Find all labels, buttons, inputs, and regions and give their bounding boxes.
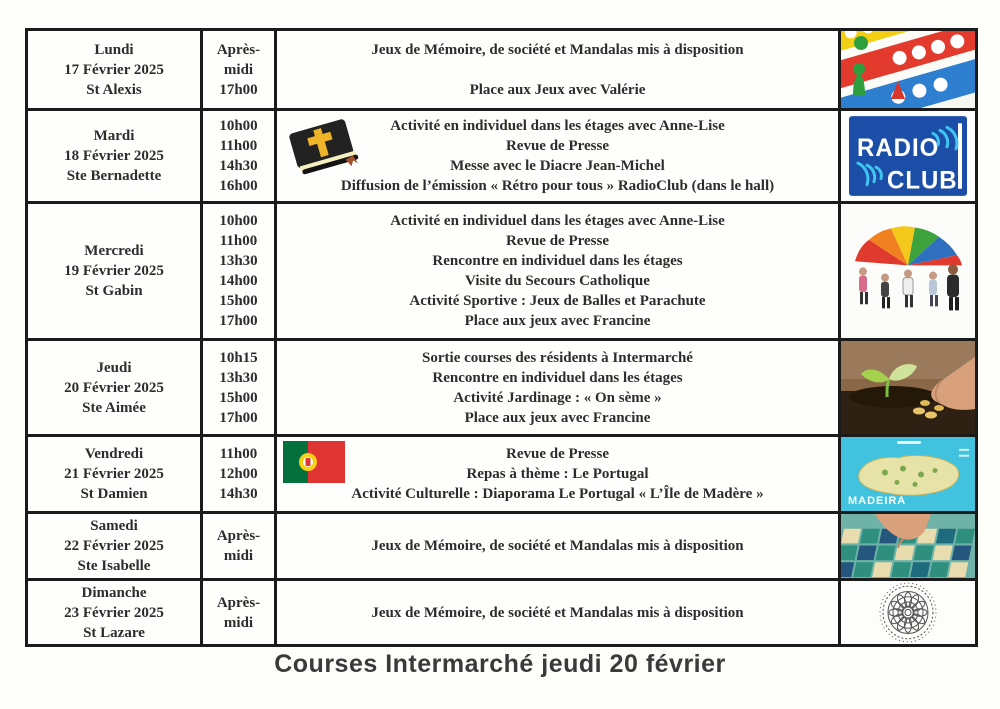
activities-cell — [277, 581, 841, 644]
madeira-island-map — [841, 437, 975, 511]
day-date: 21 Février 2025 — [64, 466, 164, 482]
activity-text: Sortie courses des résidents à Intermarché — [422, 349, 693, 366]
image-cell — [841, 31, 975, 108]
time-value: 16h00 — [219, 178, 258, 194]
activity-lines — [390, 211, 725, 331]
activity-lines — [422, 348, 693, 428]
day-saint: Ste Aimée — [82, 399, 146, 416]
time-value: Après-midi — [216, 41, 261, 78]
image-cell — [841, 204, 975, 338]
activity-blank-line — [371, 60, 743, 80]
scrabble-board-photo — [841, 514, 975, 578]
day-cell — [28, 581, 203, 644]
parachute-game-photo — [841, 204, 975, 338]
time-value: 14h30 — [219, 158, 258, 174]
schedule-row — [28, 111, 975, 204]
radio-club-logo — [841, 111, 975, 201]
schedule-row — [28, 437, 975, 514]
schedule-row — [28, 581, 975, 644]
activities-cell — [277, 111, 841, 201]
activity-text: Jeux de Mémoire, de société et Mandalas mis à disposition — [371, 41, 744, 58]
ludo-board-game-photo — [841, 31, 975, 108]
activity-text: Jeux de Mémoire, de société et Mandalas mis à disposition — [371, 538, 744, 554]
schedule-row — [28, 514, 975, 581]
activity-lines — [371, 40, 743, 100]
time-value: 10h00 — [219, 118, 258, 134]
activity-lines — [371, 603, 743, 623]
portugal-flag-icon — [283, 441, 345, 483]
activities-cell — [277, 31, 841, 108]
activity-lines — [341, 116, 774, 196]
day-name: Samedi — [90, 518, 138, 534]
time-cell — [203, 437, 277, 511]
activity-text: Rencontre en individuel dans les étages — [432, 369, 683, 386]
time-value: 15h00 — [219, 293, 258, 309]
time-value: 12h00 — [219, 466, 258, 482]
seedling-planting-photo — [841, 341, 975, 434]
activity-text: Messe avec le Diacre Jean-Michel — [450, 158, 665, 174]
day-saint: Ste Isabelle — [77, 558, 151, 574]
day-saint: St Lazare — [83, 624, 145, 641]
day-name: Jeudi — [96, 359, 132, 376]
activity-icon-slot — [283, 115, 365, 177]
activity-text: Visite du Secours Catholique — [465, 273, 650, 289]
activities-cell — [277, 341, 841, 434]
time-value: 10h15 — [219, 349, 258, 366]
activity-text: Revue de Presse — [505, 138, 609, 154]
time-value: Après-midi — [216, 528, 261, 564]
time-value: 15h00 — [219, 389, 258, 406]
schedule-row — [28, 204, 975, 341]
activity-icon-slot — [283, 441, 345, 483]
time-cell — [203, 514, 277, 578]
time-cell — [203, 31, 277, 108]
image-cell — [841, 341, 975, 434]
time-cell — [203, 204, 277, 338]
time-cell — [203, 341, 277, 434]
day-date: 23 Février 2025 — [64, 604, 164, 621]
day-saint: Ste Bernadette — [66, 168, 162, 184]
activity-text: Activité Sportive : Jeux de Balles et Parachute — [409, 293, 706, 309]
image-cell — [841, 514, 975, 578]
madeira-map-label: MADEIRA — [848, 495, 907, 508]
activity-text: Activité Jardinage : « On sème » — [453, 389, 662, 406]
day-date: 17 Février 2025 — [64, 61, 164, 78]
day-date: 20 Février 2025 — [64, 379, 164, 396]
activity-text: Place aux jeux avec Francine — [464, 313, 651, 329]
day-saint: St Damien — [80, 486, 148, 502]
activity-text: Activité en individuel dans les étages avec Anne-Lise — [390, 213, 725, 229]
day-cell — [28, 204, 203, 338]
time-value: 14h00 — [219, 273, 258, 289]
schedule-row — [28, 31, 975, 111]
day-cell — [28, 437, 203, 511]
day-date: 18 Février 2025 — [64, 148, 164, 164]
day-date: 19 Février 2025 — [64, 263, 164, 279]
activity-text: Rencontre en individuel dans les étages — [432, 253, 683, 269]
day-name: Mardi — [93, 128, 135, 144]
radio-logo-bottom-text: CLUB — [887, 167, 958, 195]
time-value: 17h00 — [219, 409, 258, 426]
day-name: Vendredi — [84, 446, 144, 462]
time-value: 11h00 — [219, 138, 258, 154]
activity-text: Place aux jeux avec Francine — [464, 409, 651, 426]
time-value: 14h30 — [219, 486, 258, 502]
activity-text: Repas à thème : Le Portugal — [466, 466, 649, 482]
day-cell — [28, 341, 203, 434]
time-value: 17h00 — [219, 313, 258, 329]
day-cell — [28, 111, 203, 201]
activity-text: Jeux de Mémoire, de société et Mandalas mis à disposition — [371, 604, 744, 621]
activity-text: Diffusion de l’émission « Rétro pour tous » RadioClub (dans le hall) — [340, 178, 775, 194]
weekly-schedule-table — [25, 28, 978, 647]
time-value: 13h30 — [219, 369, 258, 386]
activity-lines — [351, 444, 763, 504]
image-cell — [841, 581, 975, 644]
time-value: 11h00 — [219, 233, 258, 249]
day-name: Lundi — [94, 41, 134, 58]
time-value: Après-midi — [216, 594, 261, 631]
radio-logo-top-text: RADIO — [857, 134, 940, 163]
mandala-drawing — [841, 581, 975, 644]
image-cell — [841, 111, 975, 201]
day-date: 22 Février 2025 — [64, 538, 164, 554]
time-value: 10h00 — [219, 213, 258, 229]
activity-text: Activité Culturelle : Diaporama Le Portugal « L’Île de Madère » — [351, 486, 764, 502]
day-saint: St Gabin — [85, 283, 143, 299]
activity-text: Place aux Jeux avec Valérie — [469, 81, 646, 98]
image-cell — [841, 437, 975, 511]
bible-icon — [283, 115, 365, 177]
day-cell — [28, 514, 203, 578]
day-cell — [28, 31, 203, 108]
activity-text: Activité en individuel dans les étages avec Anne-Lise — [390, 118, 725, 134]
day-name: Mercredi — [84, 243, 144, 259]
schedule-row — [28, 341, 975, 437]
day-saint: St Alexis — [86, 81, 142, 98]
time-value: 13h30 — [219, 253, 258, 269]
activity-text: Revue de Presse — [505, 233, 609, 249]
activities-cell — [277, 437, 841, 511]
activities-cell — [277, 204, 841, 338]
time-cell — [203, 111, 277, 201]
activity-lines — [371, 536, 743, 556]
activity-text: Revue de Presse — [505, 446, 610, 462]
footer-note: Courses Intermarché jeudi 20 février — [274, 650, 726, 678]
time-cell — [203, 581, 277, 644]
day-name: Dimanche — [81, 584, 147, 601]
activities-cell — [277, 514, 841, 578]
time-value: 11h00 — [219, 446, 258, 462]
time-value: 17h00 — [219, 81, 258, 98]
